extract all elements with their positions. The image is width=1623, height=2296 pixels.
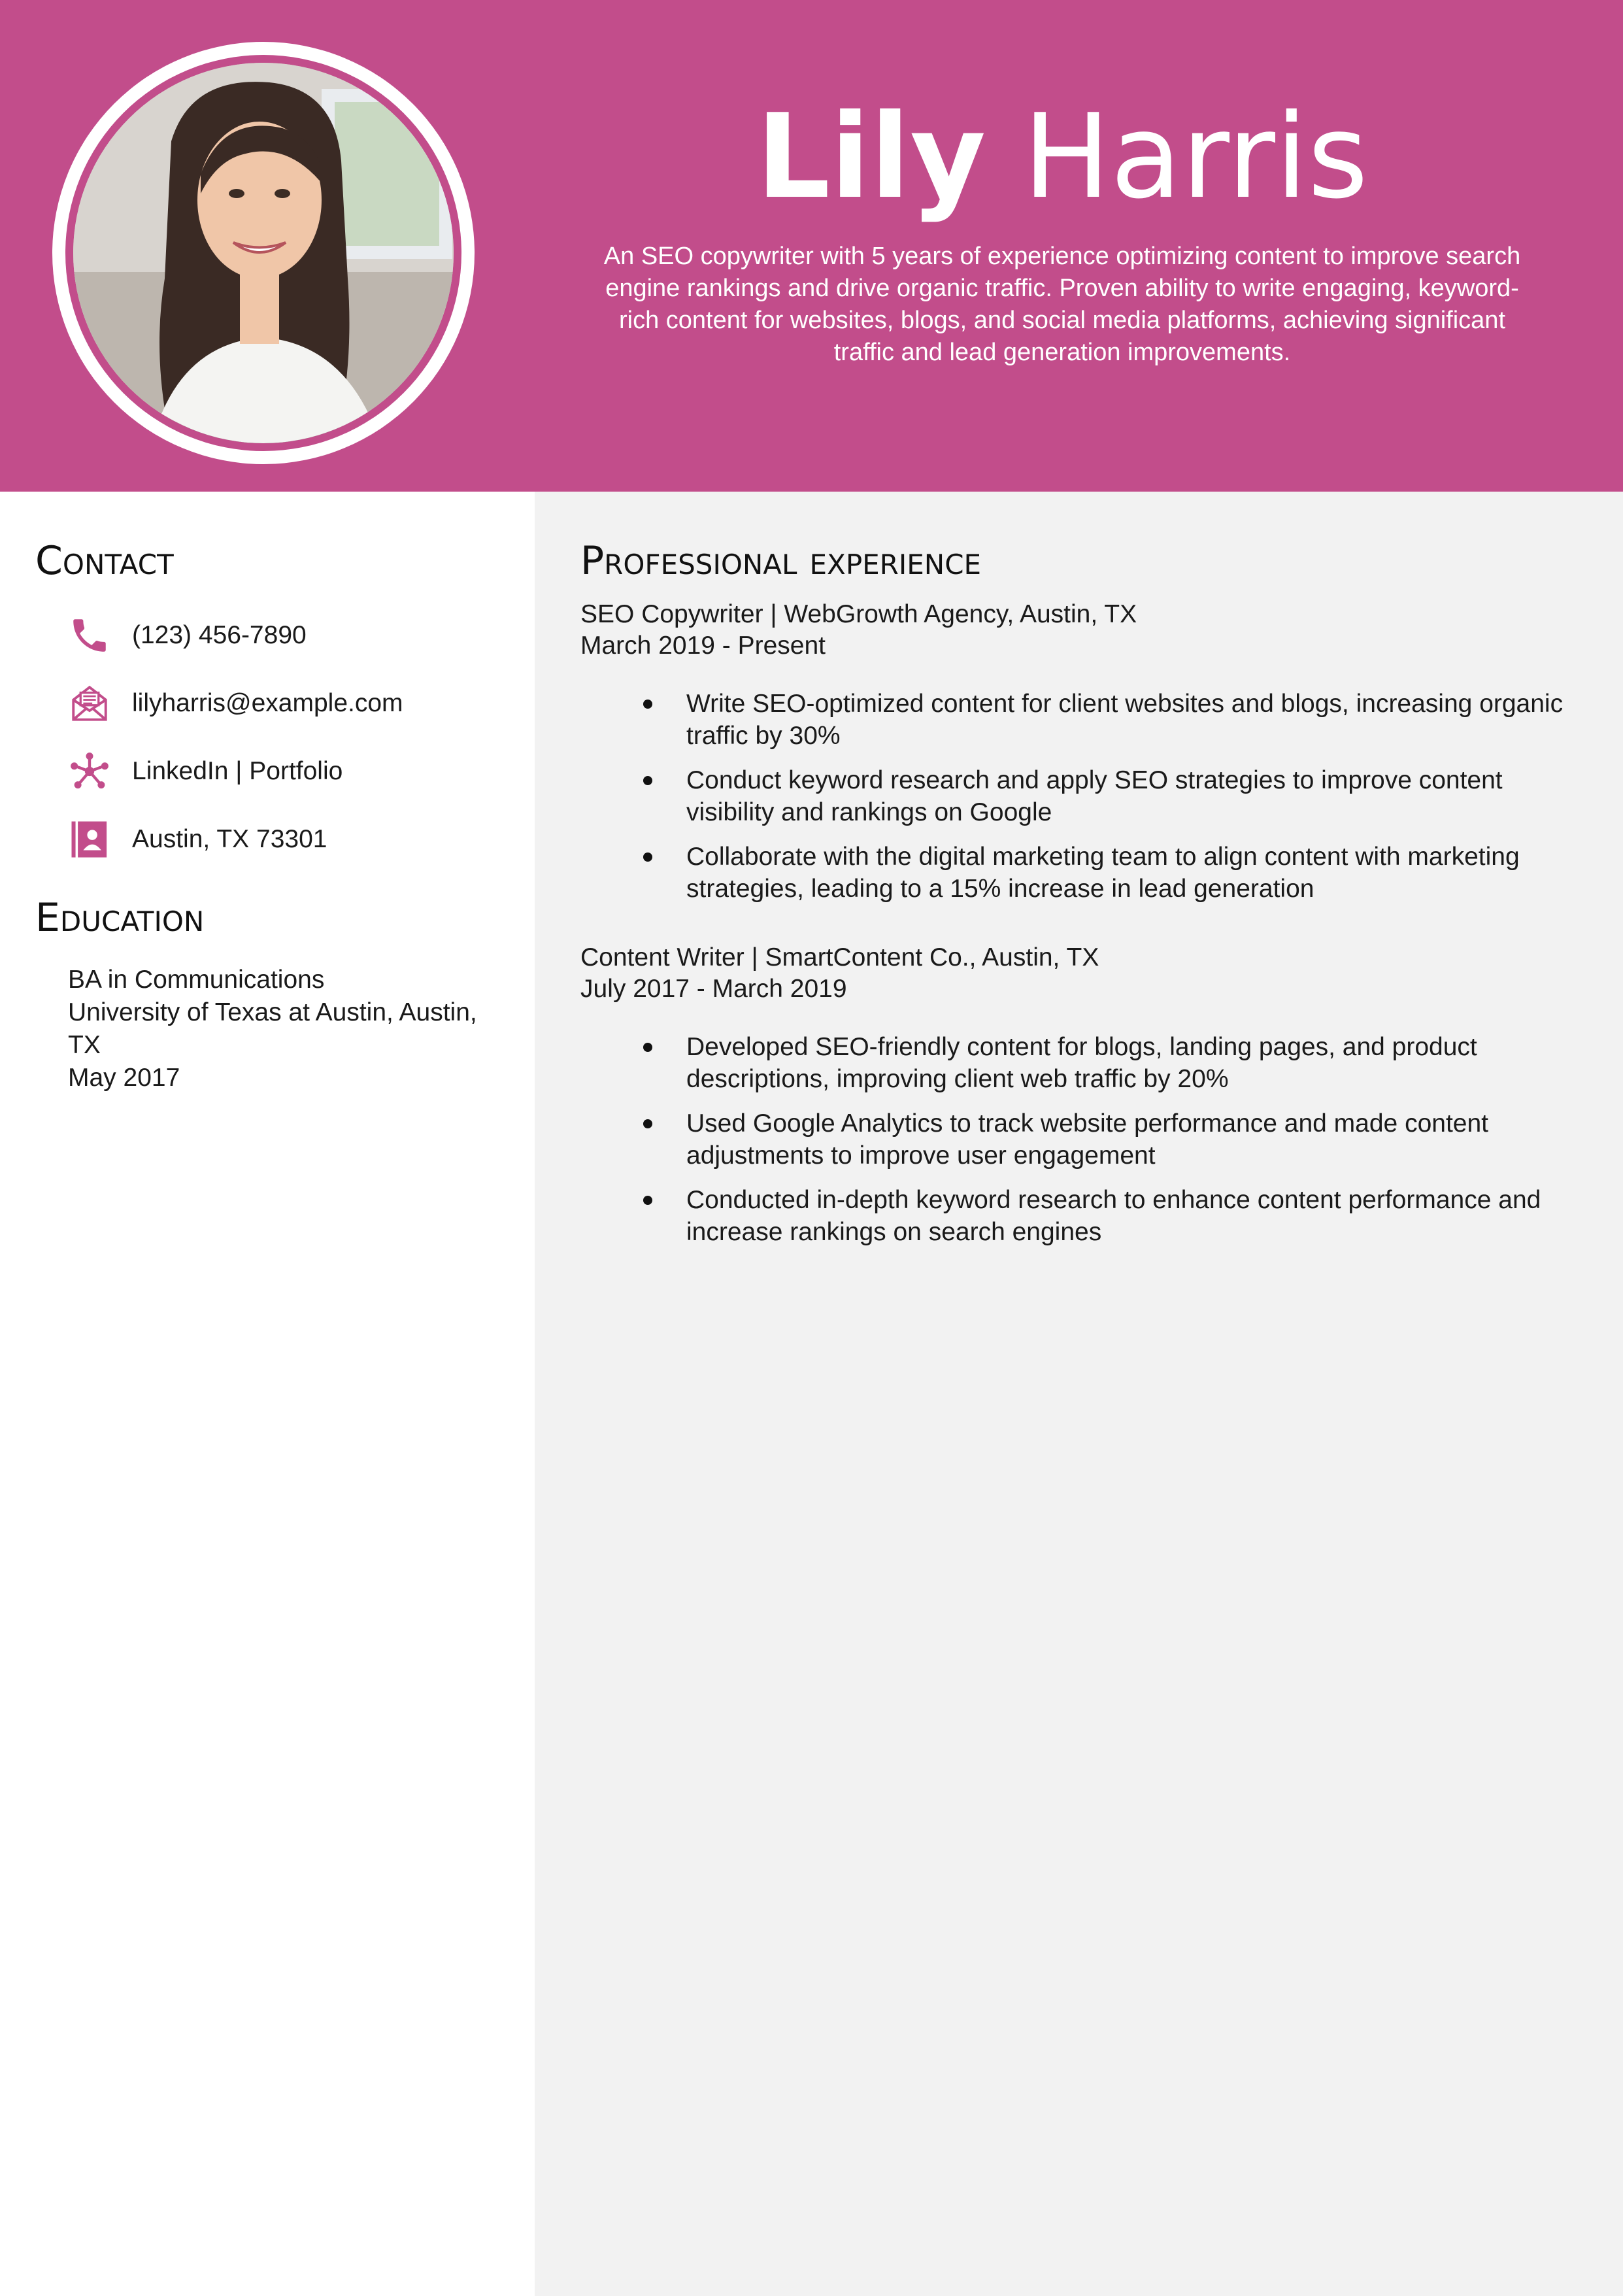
address-book-icon: [68, 816, 112, 863]
list-item: Used Google Analytics to track website performance and made content adjustments to improve user engagement: [641, 1107, 1575, 1172]
portrait-illustration: [73, 63, 454, 443]
first-name: Lily: [756, 89, 986, 224]
phone-text: (123) 456-7890: [132, 621, 307, 649]
job-title: SEO Copywriter | WebGrowth Agency, Austin, TX: [580, 600, 1137, 628]
address-text: Austin, TX 73301: [132, 825, 327, 853]
graduation-date: May 2017: [68, 1064, 180, 1092]
email-icon: [68, 680, 112, 727]
education-heading: Education: [35, 895, 205, 941]
job-bullets: [641, 688, 1575, 917]
list-item: Conducted in-depth keyword research to enhance content performance and increase rankings on search engines: [641, 1184, 1575, 1248]
job-dates: July 2017 - March 2019: [580, 975, 847, 1003]
phone-icon: [68, 612, 112, 659]
contact-heading: Contact: [35, 538, 174, 584]
contact-email: [68, 680, 403, 727]
education-entry: [68, 964, 486, 1094]
job-title: Content Writer | SmartContent Co., Austin, TX: [580, 943, 1099, 971]
profile-photo: [73, 63, 454, 443]
last-name: Harris: [1022, 89, 1369, 224]
school: University of Texas at Austin, Austin, TX: [68, 998, 477, 1059]
list-item: Conduct keyword research and apply SEO strategies to improve content visibility and rankings on Google: [641, 764, 1575, 828]
experience-heading: Professional experience: [580, 538, 982, 584]
professional-summary: An SEO copywriter with 5 years of experience optimizing content to improve search engine rankings and drive organic traffic. Proven ability to write engaging, keyword-rich content for websites, blogs, and social media platforms, achieving significant traffic and lead generation improvements.: [603, 243, 1521, 366]
contact-address: [68, 816, 327, 863]
list-item: Collaborate with the digital marketing team to align content with marketing strategies, leading to a 15% increase in lead generation: [641, 841, 1575, 905]
job-bullets: [641, 1031, 1575, 1260]
contact-links: [68, 748, 343, 795]
network-icon: [68, 748, 112, 795]
list-item: Developed SEO-friendly content for blogs, landing pages, and product descriptions, improving client web traffic by 20%: [641, 1031, 1575, 1095]
degree: BA in Communications: [68, 966, 325, 994]
contact-phone: [68, 612, 307, 659]
header-banner: [0, 0, 1623, 492]
links-text[interactable]: LinkedIn | Portfolio: [132, 757, 343, 785]
email-text: lilyharris@example.com: [132, 689, 403, 717]
profile-photo-ring: [52, 42, 475, 464]
list-item: Write SEO-optimized content for client websites and blogs, increasing organic traffic by 30%: [641, 688, 1575, 752]
candidate-name: [588, 85, 1536, 229]
job-dates: March 2019 - Present: [580, 632, 826, 660]
